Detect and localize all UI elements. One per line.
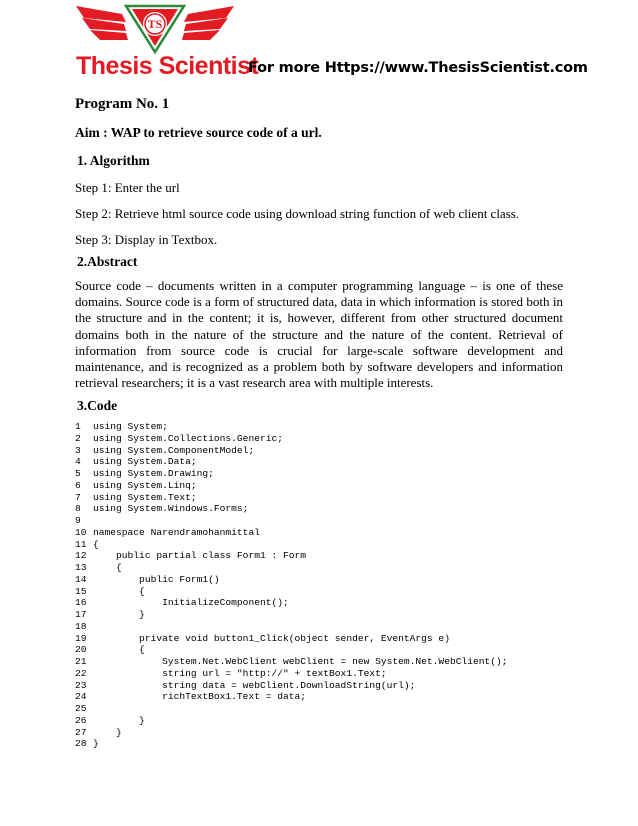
code-line-number: 8 (75, 503, 81, 515)
code-line-number: 19 (75, 632, 87, 644)
code-line-text: public partial class Form1 : Form (93, 550, 307, 562)
code-line (75, 703, 508, 715)
code-line (75, 574, 508, 586)
code-line (75, 586, 508, 598)
code-line-number: 3 (75, 444, 81, 456)
code-line-text: } (93, 726, 122, 738)
code-line-number: 24 (75, 691, 87, 703)
code-line-text: using System.Windows.Forms; (93, 503, 249, 515)
code-line (75, 621, 508, 633)
code-line (75, 609, 508, 621)
code-line-number: 12 (75, 550, 87, 562)
code-line-number: 14 (75, 573, 87, 585)
code-line-number: 17 (75, 609, 87, 620)
code-line-text: { (93, 644, 145, 656)
code-line (75, 597, 508, 609)
code-line-number: 6 (75, 479, 81, 491)
code-line-text: public Form1() (93, 573, 220, 585)
code-line (75, 691, 508, 703)
code-line-number: 16 (75, 597, 87, 609)
code-line (75, 503, 508, 515)
code-line (75, 727, 508, 739)
code-line-text: { (93, 585, 145, 597)
code-line-number: 27 (75, 726, 87, 738)
code-line-number: 9 (75, 515, 81, 526)
code-line (75, 433, 508, 445)
code-line-number: 10 (75, 526, 87, 538)
code-line-text: using System; (93, 421, 168, 432)
code-line (75, 421, 508, 433)
code-line-text: } (93, 738, 99, 750)
code-line-number: 18 (75, 620, 87, 632)
winged-shield-icon (74, 0, 236, 56)
code-line-text: { (93, 562, 122, 573)
code-line-number: 11 (75, 538, 87, 550)
code-line (75, 515, 508, 527)
code-line-number: 7 (75, 491, 81, 503)
code-line (75, 445, 508, 457)
algorithm-step-1: Step 1: Enter the url (75, 180, 180, 195)
code-line (75, 468, 508, 480)
code-line-text: namespace Narendramohanmittal (93, 526, 260, 538)
code-line-number: 21 (75, 656, 87, 667)
code-line-number: 22 (75, 667, 87, 679)
code-line-text: } (93, 609, 145, 620)
code-line-number: 26 (75, 714, 87, 726)
algorithm-heading: 1. Algorithm (77, 153, 150, 168)
code-line (75, 539, 508, 551)
code-line-text: string url = "http://" + textBox1.Text; (93, 667, 387, 679)
code-line-text: { (93, 538, 99, 550)
code-line (75, 644, 508, 656)
code-line (75, 738, 508, 750)
code-line-text: } (93, 714, 145, 726)
code-line-text: string data = webClient.DownloadString(url); (93, 679, 416, 691)
code-line-number: 23 (75, 679, 87, 691)
code-line (75, 656, 508, 668)
code-line-text (93, 621, 99, 632)
code-line-number: 28 (75, 738, 87, 750)
code-line (75, 492, 508, 504)
code-line (75, 562, 508, 574)
code-line-number: 2 (75, 432, 81, 444)
program-title: Program No. 1 (75, 96, 170, 112)
code-line (75, 668, 508, 680)
code-line-text: InitializeComponent(); (93, 597, 289, 609)
code-line (75, 680, 508, 692)
code-line-text: private void button1_Click(object sender, EventArgs e) (93, 632, 450, 644)
code-line-text: using System.Text; (93, 491, 197, 503)
code-line-text (93, 703, 99, 714)
code-line-text (93, 515, 99, 526)
code-line (75, 715, 508, 727)
code-line-number: 4 (75, 456, 81, 468)
code-heading: 3.Code (77, 398, 118, 413)
code-line-number: 13 (75, 562, 87, 573)
code-line (75, 527, 508, 539)
code-line (75, 456, 508, 468)
code-line-number: 15 (75, 585, 87, 597)
code-line-text: using System.Drawing; (93, 468, 214, 479)
code-line-number: 1 (75, 421, 81, 432)
code-line-number: 5 (75, 468, 81, 479)
website-link[interactable]: For more Https://www.ThesisScientist.com (248, 60, 588, 76)
code-line-text: using System.Linq; (93, 479, 197, 491)
code-line (75, 480, 508, 492)
thesis-scientist-logo (74, 0, 259, 86)
abstract-paragraph: Source code – documents written in a computer programming language – is one of these domains. Source code is a form of structured data, data in which information is stored both in the structure and in the content; it is, however, different from other structured document domains both in the nature of the structure and the nature of the content. Retrieval of information from source code is crucial for large-scale software development and maintenance, and is recognized as a problem both by software developers and information retrieval researchers; it is a vast research area with multiple interests. (75, 278, 563, 391)
algorithm-step-3: Step 3: Display in Textbox. (75, 232, 218, 247)
logo-monogram: TS (147, 17, 163, 31)
code-listing (75, 421, 508, 750)
code-line-number: 25 (75, 703, 87, 714)
logo-wordmark: Thesis Scientist (76, 52, 259, 80)
code-line-text: System.Net.WebClient webClient = new System.Net.WebClient(); (93, 656, 508, 667)
aim-heading: Aim : WAP to retrieve source code of a url. (75, 125, 322, 140)
code-line-text: richTextBox1.Text = data; (93, 691, 307, 703)
code-line-number: 20 (75, 644, 87, 656)
code-line-text: using System.ComponentModel; (93, 444, 255, 456)
code-line (75, 550, 508, 562)
abstract-heading: 2.Abstract (77, 254, 138, 269)
code-line-text: using System.Collections.Generic; (93, 432, 283, 444)
code-line-text: using System.Data; (93, 456, 197, 468)
algorithm-step-2: Step 2: Retrieve html source code using download string function of web client class. (75, 206, 520, 221)
code-line (75, 633, 508, 645)
